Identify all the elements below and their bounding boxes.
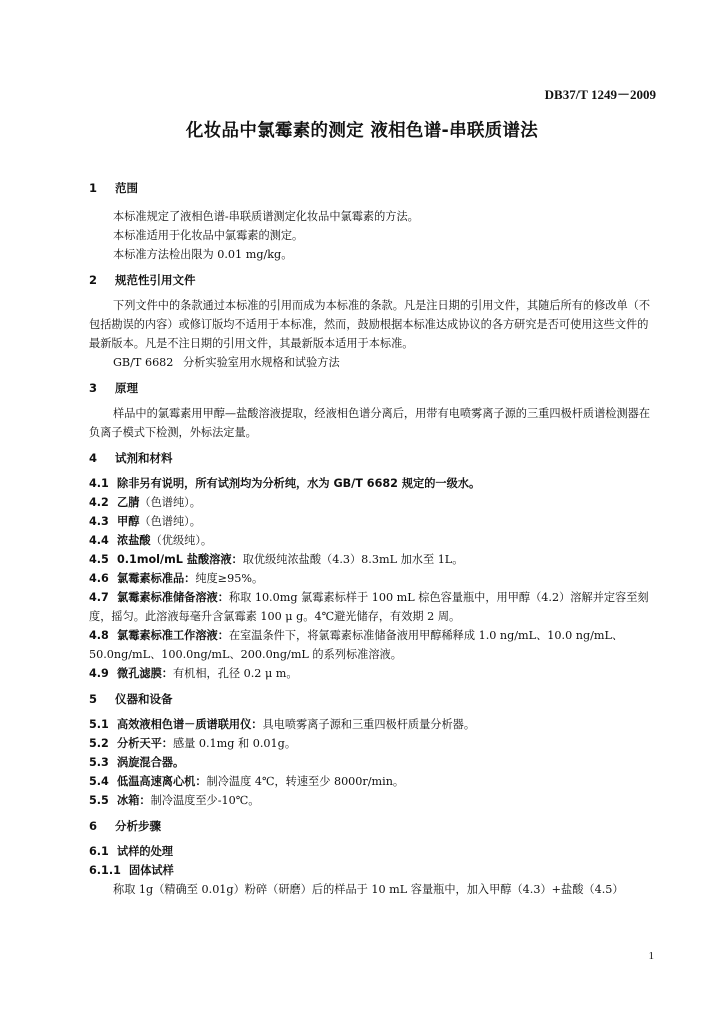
clause-term: 甲醇 (117, 515, 140, 528)
clause-text: （色谱纯）。 (139, 515, 201, 528)
clause-number: 4.4 (89, 534, 109, 547)
paragraph: 下列文件中的条款通过本标准的引用而成为本标准的条款。凡是注日期的引用文件，其随后所有的修改单（不包括勘误的内容）或修订版均不适用于本标准，然而，鼓励根据本标准达成协议的各方研究是否可使用这些文件的最新版本。凡是不注日期的引用文件，其最新版本适用于本标准。 (89, 299, 651, 350)
clause-term: 氯霉素标准储备溶液： (117, 591, 229, 604)
clause-5-3 (89, 753, 659, 772)
clause-text: 制冷温度 4℃，转速至少 8000r/min。 (206, 775, 405, 788)
section-5-heading (89, 691, 659, 707)
clause-4-2 (89, 493, 659, 512)
section-title: 规范性引用文件 (115, 273, 196, 287)
clause-number: 6.1 (89, 845, 109, 858)
section-number: 5 (89, 692, 98, 706)
section-6-heading (89, 818, 659, 834)
clause-text: 纯度≥95%。 (195, 572, 264, 585)
section-3-heading (89, 380, 659, 396)
section-number: 6 (89, 819, 98, 833)
clause-4-7 (89, 588, 659, 626)
clause-text: 有机相，孔径 0.2 μ m。 (172, 667, 298, 680)
section-title: 分析步骤 (115, 819, 161, 833)
clause-number: 4.5 (89, 553, 109, 566)
clause-4-9 (89, 664, 659, 683)
section-1-heading (89, 180, 659, 196)
clause-text: 取优级纯浓盐酸（4.3）8.3mL 加水至 1L。 (242, 553, 464, 566)
clause-6-1 (89, 842, 659, 861)
document-code: DB37/T 1249－2009 (544, 87, 656, 102)
clause-4-5 (89, 550, 659, 569)
clause-4-4 (89, 531, 659, 550)
clause-term: 氯霉素标准品： (117, 572, 196, 585)
clause-number: 5.1 (89, 718, 109, 731)
clause-term: 微孔滤膜： (117, 667, 173, 680)
clause-term: 低温高速离心机： (117, 775, 207, 788)
page-number: 1 (648, 950, 654, 962)
clause-4-6 (89, 569, 659, 588)
section-4-heading (89, 450, 659, 466)
clause-number: 5.4 (89, 775, 109, 788)
clause-number: 4.3 (89, 515, 109, 528)
clause-number: 4.8 (89, 629, 109, 642)
clause-5-2 (89, 734, 659, 753)
clause-text: （优级纯）。 (150, 534, 213, 547)
paragraph: 本标准方法检出限为 0.01 mg/kg。 (113, 248, 293, 261)
clause-number: 5.3 (89, 756, 109, 769)
section-title: 范围 (115, 181, 138, 195)
reference-code: GB/T 6682 (113, 356, 174, 369)
section-number: 1 (89, 181, 98, 195)
document-title: 化妆品中氯霉素的测定 液相色谱-串联质谱法 (185, 121, 539, 141)
clause-5-1 (89, 715, 659, 734)
clause-term: 涡旋混合器。 (117, 756, 185, 769)
clause-term: 试样的处理 (117, 845, 173, 858)
clause-text: 感量 0.1mg 和 0.01g。 (172, 737, 297, 750)
clause-text: 在室温条件下，将氯霉素标准储备液用甲醇稀释成 1.0 ng/mL、10.0 ng/mL、50.0ng/mL、100.0ng/mL、200.0ng/mL 的系列标准溶液。 (89, 629, 624, 661)
clause-term: 固体试样 (129, 864, 174, 877)
clause-5-5 (89, 791, 659, 810)
paragraph: 本标准规定了液相色谱-串联质谱测定化妆品中氯霉素的方法。 (113, 210, 419, 223)
clause-term: 高效液相色谱－质谱联用仪： (117, 718, 263, 731)
section-title: 原理 (115, 381, 138, 395)
clause-text: 制冷温度至少-10℃。 (150, 794, 260, 807)
paragraph: 称取 1g（精确至 0.01g）粉碎（研磨）后的样品于 10 mL 容量瓶中，加入甲醇（4.3）+盐酸（4.5） (113, 883, 624, 896)
paragraph: 本标准适用于化妆品中氯霉素的测定。 (113, 229, 304, 242)
clause-text: 除非另有说明，所有试剂均为分析纯，水为 GB/T 6682 规定的一级水。 (117, 477, 481, 490)
section-number: 4 (89, 451, 98, 465)
clause-term: 浓盐酸 (117, 534, 151, 547)
section-number: 2 (89, 273, 98, 287)
clause-number: 6.1.1 (89, 864, 121, 877)
clause-5-4 (89, 772, 659, 791)
clause-term: 分析天平： (117, 737, 173, 750)
clause-term: 氯霉素标准工作溶液： (117, 629, 229, 642)
clause-number: 4.7 (89, 591, 109, 604)
clause-term: 冰箱： (117, 794, 151, 807)
clause-number: 4.6 (89, 572, 109, 585)
clause-term: 乙腈 (117, 496, 140, 509)
normative-reference (89, 353, 659, 372)
clause-text: 具电喷雾离子源和三重四极杆质量分析器。 (262, 718, 476, 731)
clause-number: 4.1 (89, 477, 109, 490)
clause-number: 5.5 (89, 794, 109, 807)
clause-number: 4.9 (89, 667, 109, 680)
section-2-heading (89, 272, 659, 288)
clause-6-1-1 (89, 861, 659, 880)
section-title: 试剂和材料 (115, 451, 173, 465)
clause-number: 5.2 (89, 737, 109, 750)
section-title: 仪器和设备 (115, 692, 173, 706)
clause-4-3 (89, 512, 659, 531)
section-number: 3 (89, 381, 98, 395)
reference-title: 分析实验室用水规格和试验方法 (183, 356, 340, 369)
clause-text: （色谱纯）。 (139, 496, 201, 509)
clause-term: 0.1mol/mL 盐酸溶液： (117, 553, 243, 566)
clause-4-8 (89, 626, 659, 664)
clause-number: 4.2 (89, 496, 109, 509)
document-body (89, 180, 659, 899)
clause-text: 称取 10.0mg 氯霉素标样于 100 mL 棕色容量瓶中，用甲醇（4.2）溶解并定容至刻度，摇匀。此溶液每毫升含氯霉素 100 μ g。4℃避光储存，有效期 2 周。 (89, 591, 649, 623)
clause-4-1 (89, 474, 659, 493)
paragraph: 样品中的氯霉素用甲醇—盐酸溶液提取，经液相色谱分离后，用带有电喷雾离子源的三重四极杆质谱检测器在负离子模式下检测，外标法定量。 (89, 407, 651, 439)
